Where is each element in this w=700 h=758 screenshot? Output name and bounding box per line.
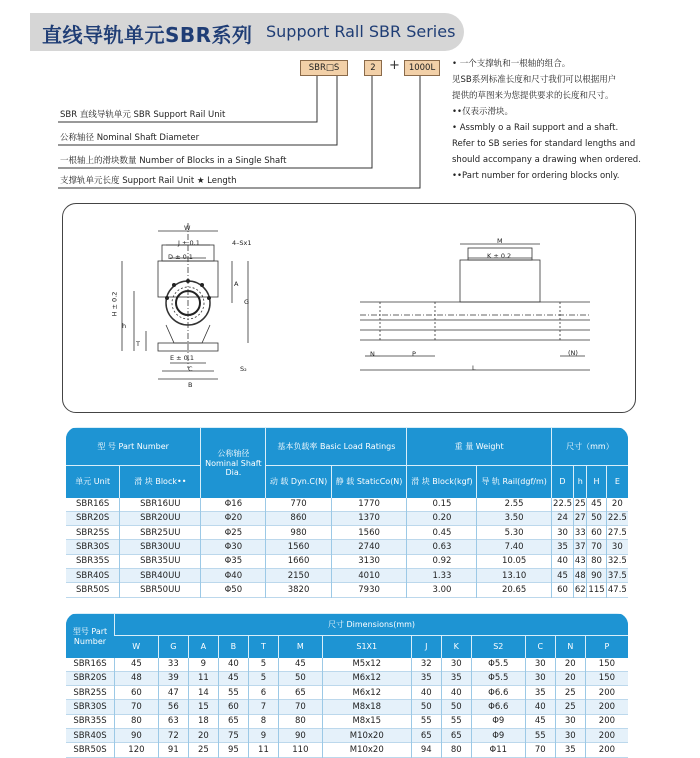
dim-label-S: 4–Sx1 <box>232 239 252 247</box>
dim-label-S2: S₂ <box>240 365 247 373</box>
page-title-en: Support Rall SBR Series <box>266 22 456 41</box>
table-row <box>66 540 628 554</box>
table-cell: 2740 <box>331 540 407 554</box>
table-cell: 95 <box>218 743 248 757</box>
table-cell: 37 <box>574 540 587 554</box>
table-cell: 25 <box>555 700 585 714</box>
table-cell: 50 <box>441 700 471 714</box>
table-cell: 150 <box>585 671 628 685</box>
table-cell: 980 <box>266 526 331 540</box>
table-cell: 25 <box>555 686 585 700</box>
table-cell: 150 <box>585 658 628 672</box>
table-cell: Φ30 <box>201 540 266 554</box>
table-cell: SBR40S <box>66 728 115 742</box>
table-cell: SBR50S <box>66 743 115 757</box>
table-cell: SBR50S <box>66 583 120 597</box>
table-cell: 35 <box>525 686 555 700</box>
table-cell: 35 <box>555 743 585 757</box>
table-cell: 0.45 <box>407 526 477 540</box>
table-cell: 32 <box>411 658 441 672</box>
table-cell: Φ5.5 <box>471 671 525 685</box>
table-cell: 60 <box>551 583 573 597</box>
table-cell: SBR30S <box>66 700 115 714</box>
table-cell: M8x15 <box>322 714 411 728</box>
th2-col: W <box>115 636 159 658</box>
notes-block <box>452 56 641 184</box>
dim-label-M: M <box>497 237 503 245</box>
table-cell: 3.00 <box>407 583 477 597</box>
note-line: should accompany a drawing when ordered. <box>452 155 641 165</box>
table-row <box>66 526 628 540</box>
dim-label-E: E ± 0.1 <box>170 354 195 362</box>
table-cell: 70 <box>115 700 159 714</box>
dim-label-C: C <box>188 365 193 373</box>
table-cell: 37.5 <box>606 568 628 582</box>
table-cell: 6 <box>248 686 278 700</box>
table-cell: SBR40S <box>66 568 120 582</box>
code-label-length: 支撑轨单元长度 Support Rail Unit ★ Length <box>60 176 237 186</box>
table-cell: 55 <box>525 728 555 742</box>
table-cell: 10.05 <box>477 554 551 568</box>
table-cell: Φ40 <box>201 568 266 582</box>
spec-table-2-wrapper <box>66 613 628 758</box>
table-cell: SBR20S <box>66 511 120 525</box>
table-cell: 33 <box>158 658 188 672</box>
table-cell: 3.50 <box>477 511 551 525</box>
table-row <box>66 686 628 700</box>
table-cell: 90 <box>587 568 606 582</box>
table-cell: 8 <box>248 714 278 728</box>
note-line: • Assmbly o a Rail support and a shaft. <box>452 123 619 133</box>
table-cell: 45 <box>587 498 606 512</box>
note-line: • 一个支撑轨和一根轴的组合。 <box>452 59 571 69</box>
table-cell: 63 <box>158 714 188 728</box>
table-cell: 35 <box>441 671 471 685</box>
table-cell: 24 <box>551 511 573 525</box>
table-cell: SBR30S <box>66 540 120 554</box>
table-cell: 40 <box>441 686 471 700</box>
table-cell: 65 <box>218 714 248 728</box>
table-row <box>66 700 628 714</box>
code-box-length: 1000L <box>404 60 440 76</box>
table-cell: 45 <box>115 658 159 672</box>
dim-label-A: A <box>234 280 239 288</box>
table-cell: Φ5.5 <box>471 658 525 672</box>
table-cell: M6x12 <box>322 686 411 700</box>
spec-table-1 <box>66 427 628 598</box>
th2-col: M <box>278 636 322 658</box>
table-cell: 110 <box>278 743 322 757</box>
table-cell: 27.5 <box>606 526 628 540</box>
note-line: ••仅表示滑块。 <box>452 107 514 117</box>
table-cell: 45 <box>551 568 573 582</box>
code-label-shaft: 公称轴径 Nominal Shaft Diameter <box>60 133 200 143</box>
spec-table-2 <box>66 613 628 758</box>
th-shaft-dia: 公称轴径 Nominal Shaft Dia. <box>201 428 266 498</box>
table-cell: 0.63 <box>407 540 477 554</box>
table-cell: 48 <box>115 671 159 685</box>
th-weight-rail: 导 轨 Rail(dgf/m) <box>477 466 551 498</box>
table-cell: 0.92 <box>407 554 477 568</box>
th-E: E <box>606 466 628 498</box>
table-cell: 65 <box>278 686 322 700</box>
code-box-blocks: 2 <box>364 60 382 76</box>
table-cell: 30 <box>525 671 555 685</box>
table-cell: 3820 <box>266 583 331 597</box>
table-cell: 62 <box>574 583 587 597</box>
table-cell: 30 <box>555 714 585 728</box>
table-cell: 30 <box>525 658 555 672</box>
table-row <box>66 511 628 525</box>
code-plus: + <box>389 58 400 73</box>
th-H: H <box>587 466 606 498</box>
table-cell: M10x20 <box>322 728 411 742</box>
table-cell: M6x12 <box>322 671 411 685</box>
th2-col: K <box>441 636 471 658</box>
th-dimensions: 尺寸（mm） <box>551 428 628 466</box>
table-cell: 9 <box>188 658 218 672</box>
dim-label-J: J ± 0.1 <box>178 239 200 247</box>
table-cell: Φ11 <box>471 743 525 757</box>
table-cell: 39 <box>158 671 188 685</box>
table-cell: Φ9 <box>471 728 525 742</box>
table-cell: 1560 <box>266 540 331 554</box>
th2-col: S2 <box>471 636 525 658</box>
table-cell: SBR25UU <box>120 526 201 540</box>
table-cell: 65 <box>441 728 471 742</box>
dim-label-T: T <box>136 340 140 348</box>
table-cell: 7.40 <box>477 540 551 554</box>
table-cell: Φ16 <box>201 498 266 512</box>
table-cell: 60 <box>218 700 248 714</box>
table-cell: 30 <box>441 658 471 672</box>
table-cell: 5.30 <box>477 526 551 540</box>
table-cell: 43 <box>574 554 587 568</box>
spec-table-1-wrapper <box>66 427 628 598</box>
table-cell: 18 <box>188 714 218 728</box>
table-cell: 48 <box>574 568 587 582</box>
th-h: h <box>574 466 587 498</box>
table-cell: SBR20S <box>66 671 115 685</box>
dim-label-N: N <box>370 350 375 358</box>
th-D: D <box>551 466 573 498</box>
table-row <box>66 714 628 728</box>
table-cell: 0.20 <box>407 511 477 525</box>
table-cell: 11 <box>248 743 278 757</box>
table-cell: 5 <box>248 671 278 685</box>
table-cell: 5 <box>248 658 278 672</box>
table-cell: 35 <box>411 671 441 685</box>
table-cell: 7 <box>248 700 278 714</box>
table-cell: 45 <box>278 658 322 672</box>
dim-label-P: P <box>412 350 416 358</box>
table-cell: 50 <box>278 671 322 685</box>
table-cell: 1.33 <box>407 568 477 582</box>
table-cell: 55 <box>411 714 441 728</box>
note-line: Refer to SB series for standard lengths and <box>452 139 636 149</box>
table-row <box>66 498 628 512</box>
table-cell: 70 <box>587 540 606 554</box>
table-cell: 20 <box>555 658 585 672</box>
dim-label-K: K ± 0.2 <box>487 252 512 260</box>
table-cell: 40 <box>525 700 555 714</box>
table-row <box>66 568 628 582</box>
th-static: 静 载 StaticCo(N) <box>331 466 407 498</box>
table-cell: 1770 <box>331 498 407 512</box>
table-cell: 120 <box>115 743 159 757</box>
table-cell: 200 <box>585 743 628 757</box>
table-cell: 25 <box>574 498 587 512</box>
table-cell: 20 <box>606 498 628 512</box>
table-cell: SBR30UU <box>120 540 201 554</box>
page-title-cn: 直线导轨单元SBR系列 <box>42 23 253 47</box>
th2-col: B <box>218 636 248 658</box>
table-cell: Φ20 <box>201 511 266 525</box>
note-line: 见SB系列标准长度和尺寸我们可以根据用户 <box>452 75 617 85</box>
table-cell: 3130 <box>331 554 407 568</box>
table-cell: 47 <box>158 686 188 700</box>
table-cell: SBR40UU <box>120 568 201 582</box>
table-cell: Φ9 <box>471 714 525 728</box>
th2-col: T <box>248 636 278 658</box>
table-cell: 75 <box>218 728 248 742</box>
table-cell: SBR20UU <box>120 511 201 525</box>
table-cell: 15 <box>188 700 218 714</box>
code-box-series: SBR□S <box>300 60 348 76</box>
table-cell: 50 <box>587 511 606 525</box>
note-line: 提供的草图来为您提供要求的长度和尺寸。 <box>452 91 614 101</box>
table-cell: 80 <box>441 743 471 757</box>
table-cell: 70 <box>278 700 322 714</box>
table-cell: Φ6.6 <box>471 686 525 700</box>
table-cell: 60 <box>115 686 159 700</box>
th-weight: 重 量 Weight <box>407 428 551 466</box>
table-cell: Φ50 <box>201 583 266 597</box>
table-cell: SBR16UU <box>120 498 201 512</box>
th2-part-number: 型号 Part Number <box>66 614 115 658</box>
table-row <box>66 728 628 742</box>
table-cell: 11 <box>188 671 218 685</box>
table-cell: 56 <box>158 700 188 714</box>
table-cell: 200 <box>585 686 628 700</box>
table-cell: 7930 <box>331 583 407 597</box>
table-cell: M5x12 <box>322 658 411 672</box>
dim-label-h: h <box>122 322 127 330</box>
th2-col: J <box>411 636 441 658</box>
table-cell: 4010 <box>331 568 407 582</box>
table-cell: 40 <box>218 658 248 672</box>
table-cell: Φ35 <box>201 554 266 568</box>
table-row <box>66 671 628 685</box>
th2-dimensions: 尺寸 Dimensions(mm) <box>115 614 629 636</box>
th-dyn: 动 载 Dyn.C(N) <box>266 466 331 498</box>
table-cell: 80 <box>278 714 322 728</box>
table-cell: 22.5 <box>551 498 573 512</box>
table-row <box>66 554 628 568</box>
dim-label-H: H ± 0.2 <box>110 291 119 317</box>
table-cell: SBR35S <box>66 554 120 568</box>
table-cell: 200 <box>585 728 628 742</box>
table-cell: 55 <box>218 686 248 700</box>
table-cell: 200 <box>585 714 628 728</box>
table-cell: 20.65 <box>477 583 551 597</box>
table-cell: 25 <box>188 743 218 757</box>
dim-label-G: G <box>244 298 250 306</box>
code-label-blocks: 一根轴上的滑块数量 Number of Blocks in a Single Shaft <box>60 156 287 166</box>
table-cell: 80 <box>115 714 159 728</box>
th2-col: A <box>188 636 218 658</box>
th2-col: S1X1 <box>322 636 411 658</box>
table-cell: Φ6.6 <box>471 700 525 714</box>
table-cell: 70 <box>525 743 555 757</box>
table-cell: 30 <box>606 540 628 554</box>
dim-label-L: L <box>472 364 476 372</box>
table-cell: 1560 <box>331 526 407 540</box>
note-line: ••Part number for ordering blocks only. <box>452 171 620 181</box>
table-cell: SBR35UU <box>120 554 201 568</box>
th-load-ratings: 基本负载率 Basic Load Ratings <box>266 428 407 466</box>
table-cell: Φ25 <box>201 526 266 540</box>
table-cell: 860 <box>266 511 331 525</box>
table-cell: 2.55 <box>477 498 551 512</box>
table-cell: 27 <box>574 511 587 525</box>
table-cell: 30 <box>551 526 573 540</box>
table-cell: 60 <box>587 526 606 540</box>
cross-section-drawing <box>62 203 302 411</box>
table-cell: 47.5 <box>606 583 628 597</box>
table-cell: 72 <box>158 728 188 742</box>
table-cell: SBR50UU <box>120 583 201 597</box>
table-cell: SBR25S <box>66 686 115 700</box>
table-cell: 30 <box>555 728 585 742</box>
th-weight-block: 滑 块 Block(kgf) <box>407 466 477 498</box>
table-cell: 115 <box>587 583 606 597</box>
th2-col: N <box>555 636 585 658</box>
table-cell: 90 <box>278 728 322 742</box>
table-cell: 50 <box>411 700 441 714</box>
th2-col: P <box>585 636 628 658</box>
code-label-unit: SBR 直线导轨单元 SBR Support Rail Unit <box>60 110 226 120</box>
table-cell: 32.5 <box>606 554 628 568</box>
table-cell: 94 <box>411 743 441 757</box>
table-cell: 35 <box>551 540 573 554</box>
side-view-drawing <box>350 230 595 380</box>
table-cell: 9 <box>248 728 278 742</box>
table-cell: 45 <box>218 671 248 685</box>
table-cell: 20 <box>555 671 585 685</box>
dim-label-B: B <box>188 381 193 389</box>
th2-col: C <box>525 636 555 658</box>
table-cell: 80 <box>587 554 606 568</box>
table-cell: 14 <box>188 686 218 700</box>
table-cell: 22.5 <box>606 511 628 525</box>
table-row <box>66 743 628 757</box>
table-row <box>66 658 628 672</box>
table-cell: SBR16S <box>66 498 120 512</box>
table-cell: 91 <box>158 743 188 757</box>
table-cell: SBR35S <box>66 714 115 728</box>
table-cell: 45 <box>525 714 555 728</box>
table-cell: SBR25S <box>66 526 120 540</box>
th-unit: 单元 Unit <box>66 466 120 498</box>
table-cell: 40 <box>551 554 573 568</box>
table-cell: 0.15 <box>407 498 477 512</box>
table-cell: 1370 <box>331 511 407 525</box>
dim-label-D: D ± 0.1 <box>168 253 193 261</box>
table-cell: 90 <box>115 728 159 742</box>
table-cell: M8x18 <box>322 700 411 714</box>
table-cell: 13.10 <box>477 568 551 582</box>
th2-col: G <box>158 636 188 658</box>
table-cell: 33 <box>574 526 587 540</box>
table-cell: 20 <box>188 728 218 742</box>
table-cell: 40 <box>411 686 441 700</box>
dim-label-N-right: (N) <box>568 349 578 357</box>
table-cell: 55 <box>441 714 471 728</box>
table-cell: M10x20 <box>322 743 411 757</box>
table-cell: 770 <box>266 498 331 512</box>
table-cell: SBR16S <box>66 658 115 672</box>
table-cell: 1660 <box>266 554 331 568</box>
table-row <box>66 583 628 597</box>
th-part-number: 型 号 Part Number <box>66 428 201 466</box>
table-cell: 2150 <box>266 568 331 582</box>
dim-label-W: W <box>184 224 191 232</box>
code-leader-lines <box>0 0 470 200</box>
th-block: 滑 块 Block•• <box>120 466 201 498</box>
table-cell: 65 <box>411 728 441 742</box>
table-cell: 200 <box>585 700 628 714</box>
